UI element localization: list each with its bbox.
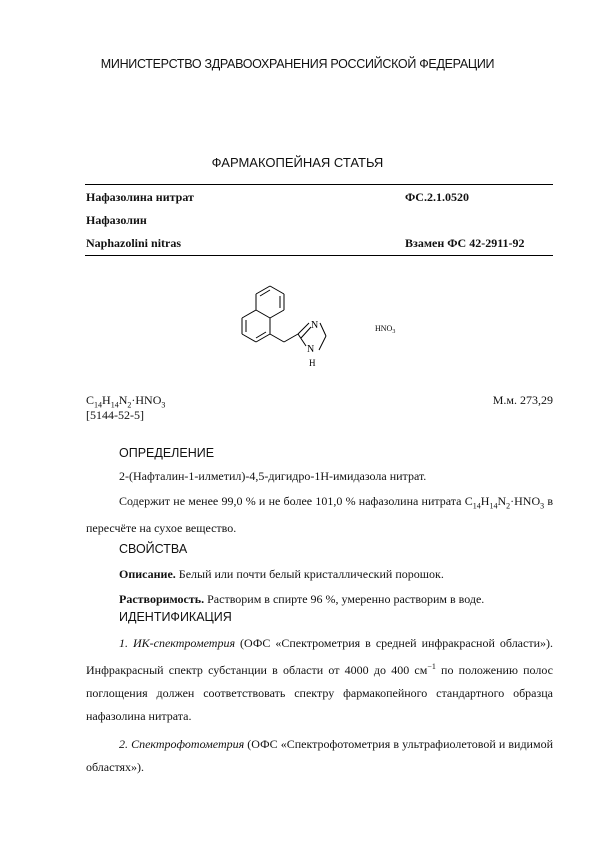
- monograph-synonym: Нафазолин: [86, 213, 147, 227]
- section-heading-definition: ОПРЕДЕЛЕНИЕ: [119, 446, 215, 460]
- section-heading-properties: СВОЙСТВА: [119, 542, 188, 556]
- monograph-name-lat: Naphazolini nitras: [86, 236, 182, 250]
- properties-description: Описание. Белый или почти белый кристаллический порошок.: [119, 567, 444, 581]
- definition-content-paragraph: Содержит не менее 99,0 % и не более 101,0 % нафазолина нитрата $C_{14}H_{14}N_2\cdot HNO_3$ в пересчёте на сухое вещество.: [86, 494, 554, 536]
- monograph-name-ru: Нафазолина нитрат: [86, 190, 194, 204]
- atom-n-label: N: [311, 320, 319, 331]
- cas-number: [5144-52-5]: [86, 408, 144, 422]
- properties-solubility: Растворимость. Растворим в спирте 96 %, умеренно растворим в воде.: [119, 592, 485, 606]
- definition-chemical-name: 2-(Нафталин-1-илметил)-4,5-дигидро-1Н-имидазола нитрат.: [119, 469, 427, 483]
- salt-label: $HNO_3$: [375, 324, 396, 335]
- atom-nh-h-label: H: [309, 358, 316, 368]
- ministry-header: МИНИСТЕРСТВО ЗДРАВООХРАНЕНИЯ РОССИЙСКОЙ ФЕДЕРАЦИИ: [100, 57, 495, 71]
- molar-mass: М.м. 273,29: [492, 393, 553, 407]
- structural-formula: [0, 0, 595, 400]
- document-title: ФАРМАКОПЕЙНАЯ СТАТЬЯ: [211, 155, 384, 170]
- identification-uv-paragraph: 2. Спектрофотометрия (ОФС «Спектрофотометрия в ультрафиолетовой и видимой областях»).: [86, 737, 553, 774]
- atom-nh-n-label: N: [307, 344, 315, 355]
- section-heading-identification: ИДЕНТИФИКАЦИЯ: [119, 610, 232, 624]
- monograph-replaces: Взамен ФС 42-2911-92: [405, 236, 525, 250]
- identification-ir-paragraph: 1. ИК-спектрометрия (ОФС «Спектрометрия в средней инфракрасной области»). Инфракрасный спектр субстанции в области от 4000 до 400 $см^{-1}$ по положению полос поглощения должен соответствовать спектру фармакопейного стандартного образца нафазолина нитрата.: [86, 636, 553, 723]
- monograph-code: ФС.2.1.0520: [405, 190, 469, 204]
- molecular-formula: $C_{14}H_{14}N_2\cdot HNO_3$: [86, 393, 166, 410]
